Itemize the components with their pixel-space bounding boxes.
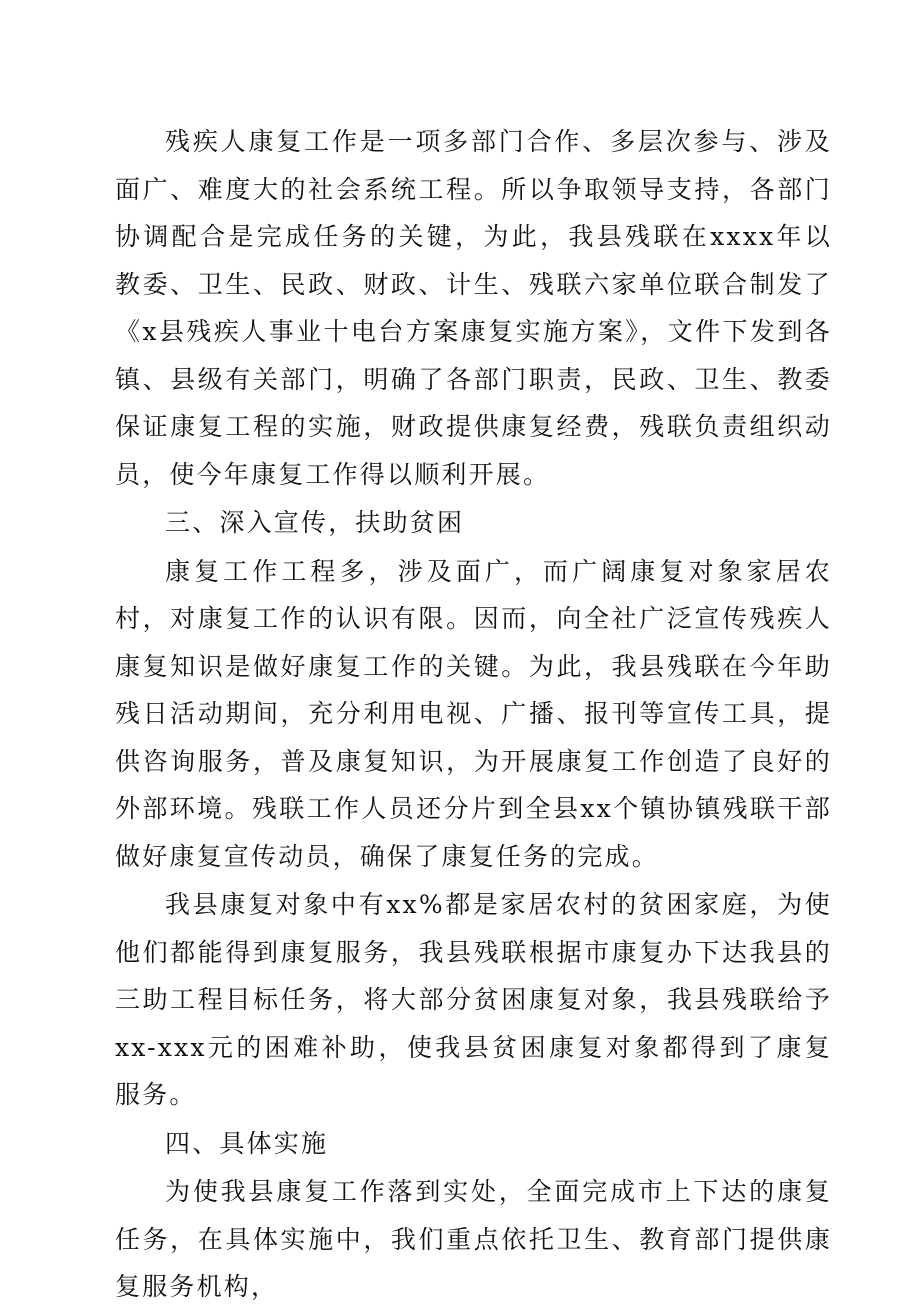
paragraph-publicity: 康复工作工程多，涉及面广，而广阔康复对象家居农村，对康复工作的认识有限。因而，向全社广泛宣传残疾人康复知识是做好康复工作的关键。为此，我县残联在今年助残日活动期间，充分利用电视、广播、报刊等宣传工具，提供咨询服务，普及康复知识，为开展康复工作创造了良好的外部环境。残联工作人员还分片到全县xx个镇协镇残联干部做好康复宣传动员，确保了康复任务的完成。 [115, 556, 832, 871]
section-heading-4: 四、具体实施 [165, 1128, 329, 1158]
paragraph-poverty-aid: 我县康复对象中有xx%都是家居农村的贫困家庭，为使他们都能得到康复服务，我县残联根据市康复办下达我县的三助工程目标任务，将大部分贫困康复对象，我县残联给予xx-xxx元的困难补助，使我县贫困康复对象都得到了康复服务。 [115, 890, 832, 1109]
section-heading-3: 三、深入宣传，扶助贫困 [165, 508, 465, 537]
paragraph-coordination: 残疾人康复工作是一项多部门合作、多层次参与、涉及面广、难度大的社会系统工程。所以争取领导支持，各部门协调配合是完成任务的关键，为此，我县残联在xxxx年以教委、卫生、民政、财政、计生、残联六家单位联合制发了《x县残疾人事业十电台方案康复实施方案》，文件下发到各镇、县级有关部门，明确了各部门职责，民政、卫生、教委保证康复工程的实施，财政提供康复经费，残联负责组织动员，使今年康复工作得以顺利开展。 [115, 127, 832, 489]
paragraph-implementation: 为使我县康复工作落到实处，全面完成市上下达的康复任务，在具体实施中，我们重点依托卫生、教育部门提供康复服务机构， [115, 1177, 832, 1301]
